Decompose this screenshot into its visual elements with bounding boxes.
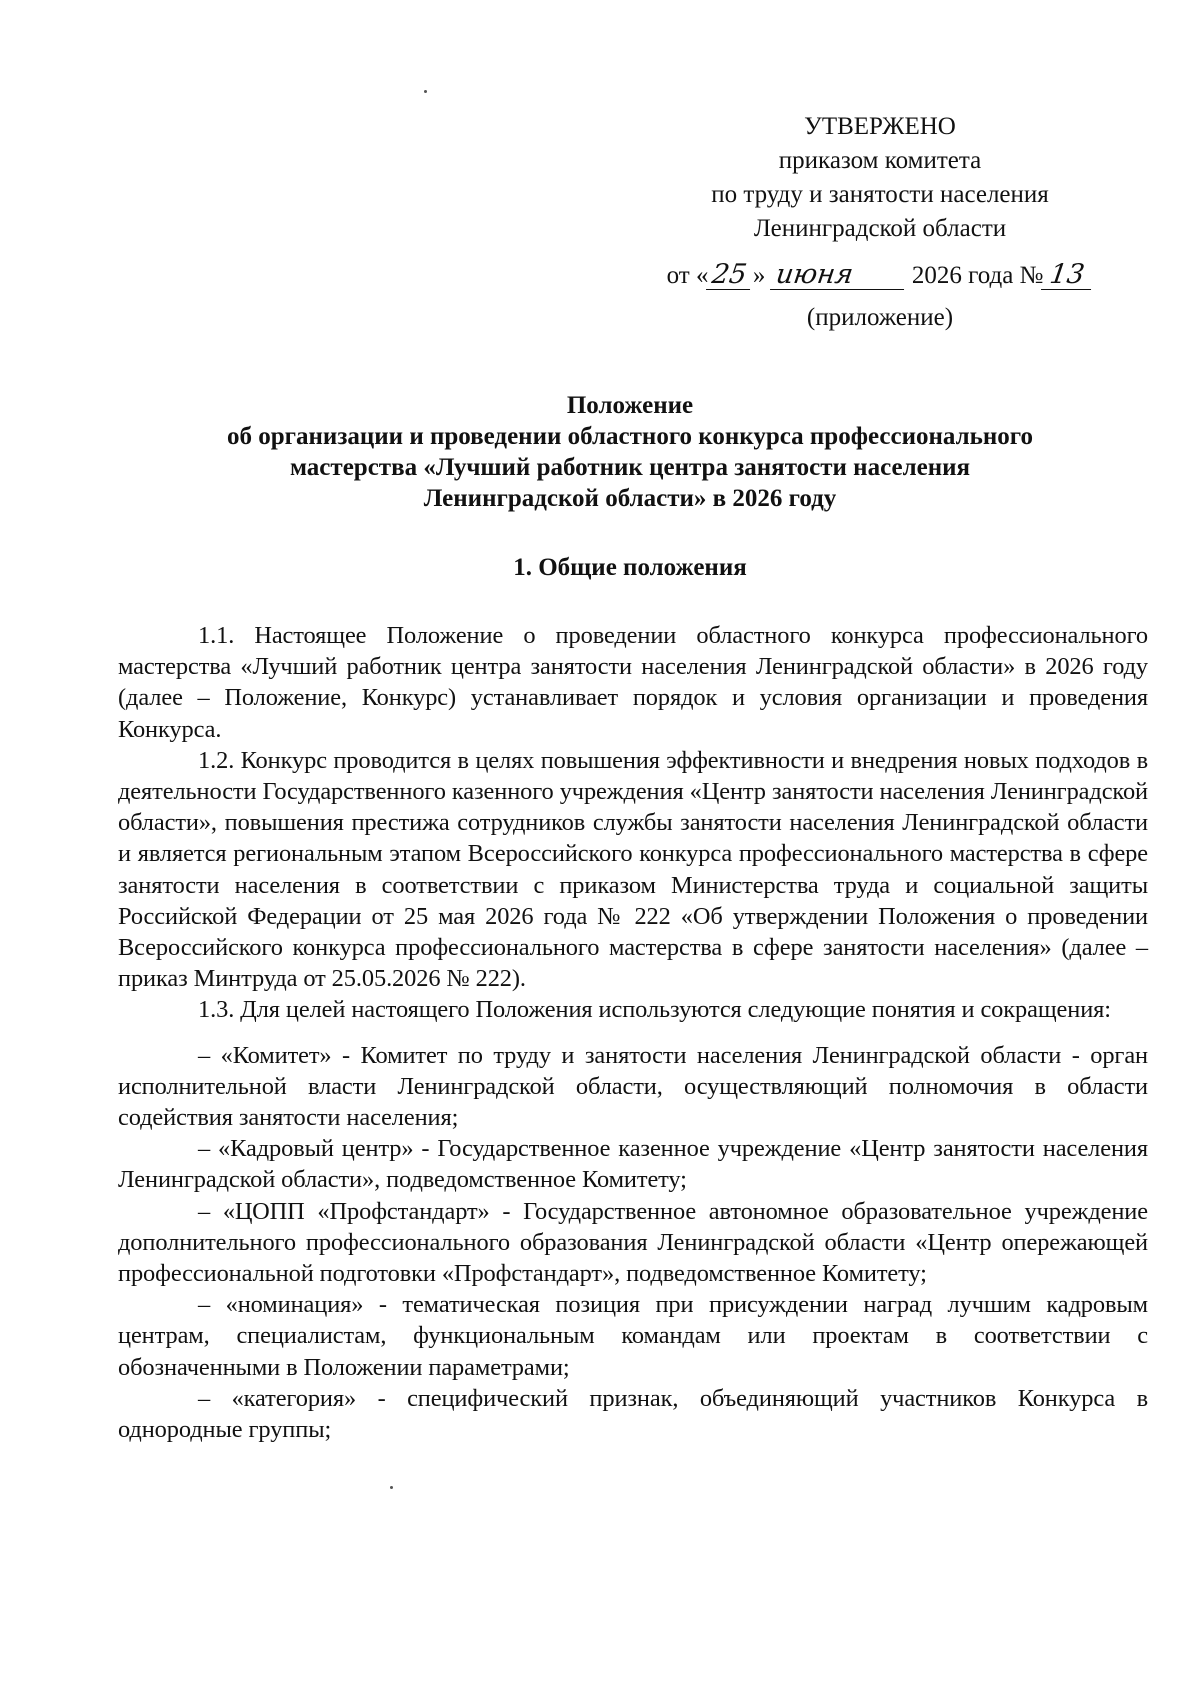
definition-hr-center: – «Кадровый центр» - Государственное казенное учреждение «Центр занятости населения Ленинградской области», подведомственное Комитету; bbox=[118, 1135, 1148, 1194]
definition-nomination: – «номинация» - тематическая позиция при присуждении наград лучшим кадровым центрам, специалистам, функциональным командам или проектам в соответствии с обозначенными в Положении параметрами; bbox=[118, 1291, 1148, 1381]
title-line-1: Положение bbox=[566, 392, 694, 419]
scan-speck bbox=[424, 90, 427, 93]
order-number-handwritten: 13 bbox=[1041, 261, 1095, 290]
paragraph-1-2: 1.2. Конкурс проводится в целях повышения эффективности и внедрения новых подходов в деятельности Государственного казенного учреждения «Центр занятости населения Ленинградской области», повышения престижа сотрудников службы занятости населения Ленинградской области и является региональным этапом Всероссийского конкурса профессионального мастерства в сфере занятости населения в соответствии с приказом Министерства труда и социальной защиты Российской Федерации от 25 мая 2026 года № 222 «Об утверждении Положения о проведении Всероссийского конкурса профессионального мастерства в сфере занятости населения» (далее – приказ Минтруда от 25.05.2026 № 222). bbox=[118, 746, 1148, 993]
approval-line-2: по труду и занятости населения bbox=[711, 181, 1049, 208]
approved-heading: УТВЕРЖЕНО bbox=[804, 113, 956, 140]
date-year: 2026 года № bbox=[905, 262, 1044, 289]
paragraph-1-1: 1.1. Настоящее Положение о проведении областного конкурса профессионального мастерства «Лучший работник центра занятости населения Ленинградской области» в 2026 году (далее – Положение, Конкурс) устанавливает порядок и условия организации и проведения Конкурса. bbox=[118, 622, 1148, 743]
approval-line-1: приказом комитета bbox=[778, 147, 982, 174]
definition-committee: – «Комитет» - Комитет по труду и занятости населения Ленинградской области - орган исполнительной власти Ленинградской области, осуществляющий полномочия в области содействия занятости населения; bbox=[118, 1041, 1148, 1132]
section-heading: 1. Общие положения bbox=[513, 554, 747, 581]
date-day-handwritten: 25 bbox=[706, 261, 754, 290]
appendix-label: (приложение) bbox=[806, 304, 954, 331]
definition-copp: – «ЦОПП «Профстандарт» - Государственное автономное образовательное учреждение дополнительного профессионального образования Ленинградской области «Центр опережающей профессиональной подготовки «Профстандарт», подведомственное Комитету; bbox=[118, 1197, 1148, 1288]
paragraph-1-3: 1.3. Для целей настоящего Положения используются следующие понятия и сокращения: bbox=[198, 996, 1111, 1024]
date-month-handwritten: июня bbox=[770, 261, 908, 290]
section-body bbox=[118, 620, 1148, 1445]
title-line-2: об организации и проведении областного конкурса профессионального bbox=[227, 423, 1033, 450]
approval-block bbox=[600, 110, 1160, 338]
approval-date-line bbox=[600, 256, 1160, 296]
definition-category: – «категория» - специфический признак, объединяющий участников Конкурса в однородные группы; bbox=[118, 1384, 1148, 1444]
date-prefix: от « bbox=[666, 262, 709, 289]
title-line-4: Ленинградской области» в 2026 году bbox=[423, 485, 837, 512]
scan-speck bbox=[390, 1486, 393, 1489]
date-close-quote: » bbox=[752, 262, 766, 289]
title-line-3: мастерства «Лучший работник центра занятости населения bbox=[289, 454, 971, 481]
document-title bbox=[110, 390, 1150, 514]
approval-line-3: Ленинградской области bbox=[753, 215, 1007, 242]
